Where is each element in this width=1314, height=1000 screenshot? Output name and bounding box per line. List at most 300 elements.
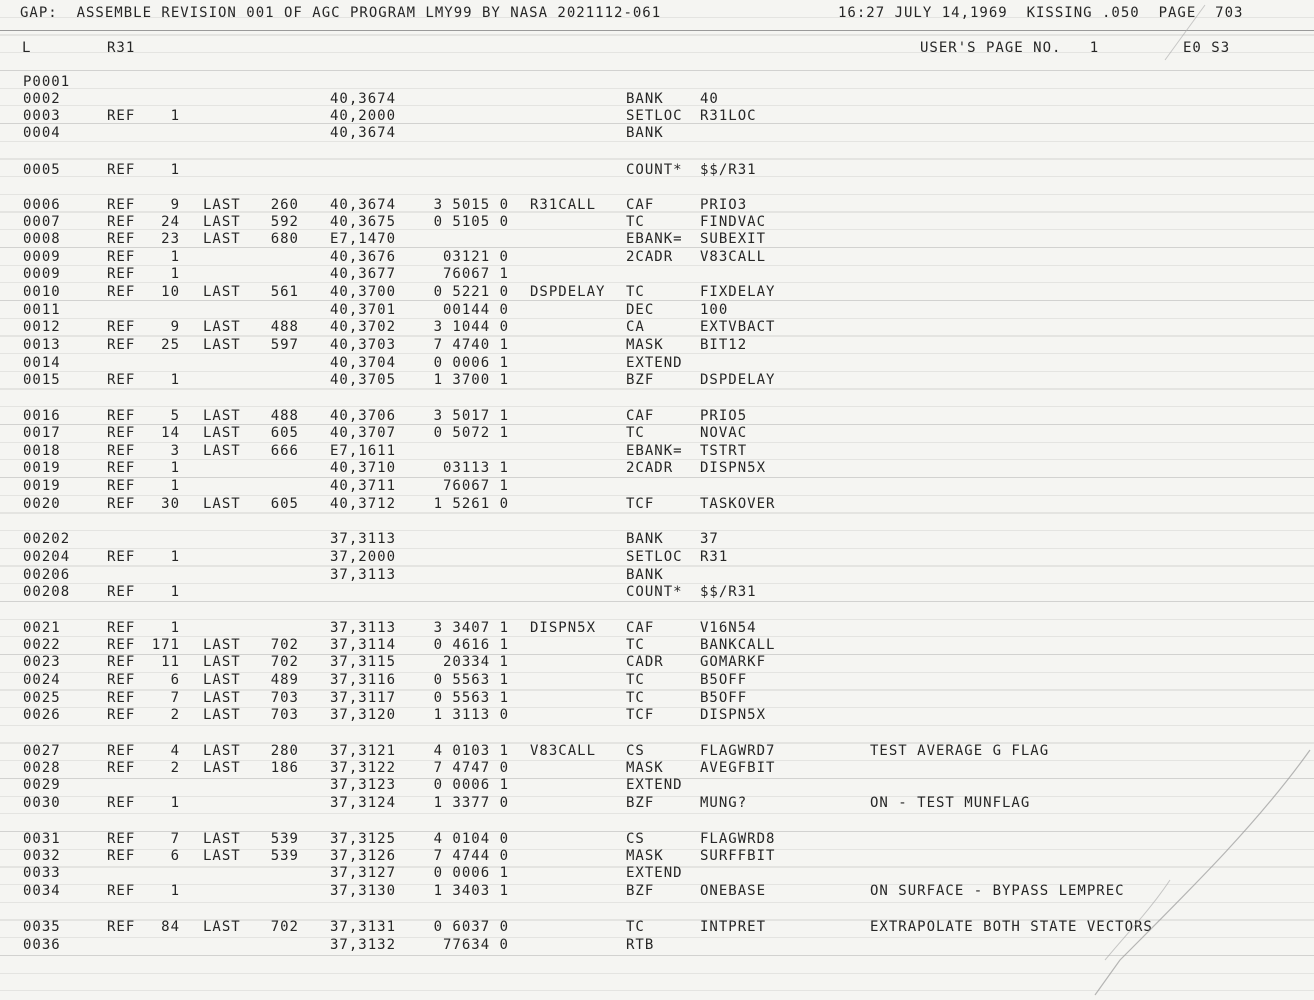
header-rule (0, 30, 1314, 31)
row-refn: 2 (170, 707, 180, 723)
row-ref: REF (107, 496, 136, 512)
row-comment: EXTRAPOLATE BOTH STATE VECTORS (870, 919, 1153, 935)
row-last: LAST (203, 654, 241, 670)
row-line: 0019 (23, 478, 61, 494)
row-line: 00204 (23, 549, 71, 565)
row-line: 00206 (23, 567, 71, 583)
row-operand: FLAGWRD8 (700, 831, 776, 847)
row-op: BANK (626, 91, 664, 107)
row-last: LAST (203, 443, 241, 459)
row-op: MASK (626, 848, 664, 864)
row-line: 0024 (23, 672, 61, 688)
row-addr: 37,3115 (330, 654, 397, 670)
row-refn: 171 (151, 637, 180, 653)
row-line: 0020 (23, 496, 61, 512)
row-addr: 40,3705 (330, 372, 397, 388)
row-last: LAST (203, 690, 241, 706)
row-ref: REF (107, 266, 136, 282)
row-op: EXTEND (626, 355, 683, 371)
row-addr: 40,3704 (330, 355, 397, 371)
row-line: 0027 (23, 743, 61, 759)
row-ref: REF (107, 162, 136, 178)
row-code: 03121 0 (442, 249, 509, 265)
row-last: LAST (203, 496, 241, 512)
row-lastn: 703 (270, 690, 299, 706)
row-op: TC (626, 672, 645, 688)
row-operand: ONEBASE (700, 883, 767, 899)
subheader-l: L (22, 40, 32, 56)
row-operand: R31 (700, 549, 729, 565)
row-line: 0022 (23, 637, 61, 653)
row-line: 0026 (23, 707, 61, 723)
row-ref: REF (107, 372, 136, 388)
subheader-user-page: USER'S PAGE NO. 1 (920, 40, 1100, 56)
row-line: 0025 (23, 690, 61, 706)
row-line: 0029 (23, 777, 61, 793)
row-addr: 37,3113 (330, 567, 397, 583)
row-ref: REF (107, 672, 136, 688)
row-refn: 1 (170, 266, 180, 282)
row-code: 76067 1 (442, 478, 509, 494)
row-code: 0 6037 0 (433, 919, 509, 935)
row-lastn: 702 (270, 919, 299, 935)
row-code: 7 4740 1 (433, 337, 509, 353)
row-addr: 37,3122 (330, 760, 397, 776)
row-comment: ON SURFACE - BYPASS LEMPREC (870, 883, 1125, 899)
row-op: SETLOC (626, 549, 683, 565)
row-refn: 3 (170, 443, 180, 459)
row-op: COUNT* (626, 162, 683, 178)
row-code: 20334 1 (442, 654, 509, 670)
row-code: 00144 0 (442, 302, 509, 318)
row-addr: 40,3676 (330, 249, 397, 265)
row-operand: TSTRT (700, 443, 748, 459)
row-last: LAST (203, 760, 241, 776)
row-op: EBANK= (626, 443, 683, 459)
row-operand: R31LOC (700, 108, 757, 124)
row-lastn: 561 (270, 284, 299, 300)
row-op: DEC (626, 302, 655, 318)
row-refn: 1 (170, 460, 180, 476)
row-code: 77634 0 (442, 937, 509, 953)
row-line: 0009 (23, 249, 61, 265)
row-op: TCF (626, 707, 655, 723)
row-addr: E7,1470 (330, 231, 397, 247)
row-operand: V83CALL (700, 249, 767, 265)
row-code: 76067 1 (442, 266, 509, 282)
row-op: TC (626, 919, 645, 935)
row-line: 0015 (23, 372, 61, 388)
row-addr: 40,3674 (330, 197, 397, 213)
row-operand: BANKCALL (700, 637, 776, 653)
row-ref: REF (107, 214, 136, 230)
row-ref: REF (107, 690, 136, 706)
row-code: 1 3377 0 (433, 795, 509, 811)
row-ref: REF (107, 795, 136, 811)
row-line: 0018 (23, 443, 61, 459)
row-lastn: 280 (270, 743, 299, 759)
row-operand: BIT12 (700, 337, 748, 353)
row-line: 0035 (23, 919, 61, 935)
row-addr: 40,3674 (330, 125, 397, 141)
header-right: 16:27 JULY 14,1969 KISSING .050 PAGE 703 (838, 5, 1244, 21)
row-lastn: 605 (270, 496, 299, 512)
row-operand: FINDVAC (700, 214, 767, 230)
row-code: 03113 1 (442, 460, 509, 476)
row-refn: 11 (161, 654, 180, 670)
row-refn: 5 (170, 408, 180, 424)
row-refn: 6 (170, 848, 180, 864)
row-refn: 7 (170, 831, 180, 847)
row-lastn: 539 (270, 848, 299, 864)
row-ref: REF (107, 584, 136, 600)
row-line: 0011 (23, 302, 61, 318)
row-line: 0013 (23, 337, 61, 353)
row-op: CAF (626, 197, 655, 213)
row-line: 0002 (23, 91, 61, 107)
row-addr: 40,3710 (330, 460, 397, 476)
row-op: RTB (626, 937, 655, 953)
row-op: CAF (626, 408, 655, 424)
row-last: LAST (203, 337, 241, 353)
row-refn: 1 (170, 584, 180, 600)
row-ref: REF (107, 760, 136, 776)
row-last: LAST (203, 637, 241, 653)
row-op: CS (626, 743, 645, 759)
row-op: EXTEND (626, 777, 683, 793)
row-last: LAST (203, 231, 241, 247)
row-addr: E7,1611 (330, 443, 397, 459)
row-op: EBANK= (626, 231, 683, 247)
row-addr: 37,3116 (330, 672, 397, 688)
row-refn: 1 (170, 549, 180, 565)
row-line: 0032 (23, 848, 61, 864)
row-line: 0009 (23, 266, 61, 282)
row-operand: 100 (700, 302, 729, 318)
row-addr: 37,2000 (330, 549, 397, 565)
row-operand: FIXDELAY (700, 284, 776, 300)
row-line: 0031 (23, 831, 61, 847)
row-refn: 4 (170, 743, 180, 759)
row-operand: SURFFBIT (700, 848, 776, 864)
row-operand: B5OFF (700, 690, 748, 706)
row-refn: 9 (170, 197, 180, 213)
row-op: TC (626, 425, 645, 441)
row-line: 0010 (23, 284, 61, 300)
row-addr: 40,3701 (330, 302, 397, 318)
row-lastn: 597 (270, 337, 299, 353)
row-op: CA (626, 319, 645, 335)
row-refn: 2 (170, 760, 180, 776)
row-operand: NOVAC (700, 425, 748, 441)
row-addr: 40,3700 (330, 284, 397, 300)
row-ref: REF (107, 337, 136, 353)
row-op: 2CADR (626, 249, 674, 265)
row-op: TC (626, 284, 645, 300)
row-ref: REF (107, 637, 136, 653)
row-line: 0004 (23, 125, 61, 141)
row-line: 0016 (23, 408, 61, 424)
row-label: DISPN5X (530, 620, 597, 636)
row-lastn: 605 (270, 425, 299, 441)
row-ref: REF (107, 443, 136, 459)
row-line: 0006 (23, 197, 61, 213)
row-line: 0034 (23, 883, 61, 899)
row-code: 0 5221 0 (433, 284, 509, 300)
row-op: BZF (626, 372, 655, 388)
row-lastn: 702 (270, 654, 299, 670)
row-addr: 37,3121 (330, 743, 397, 759)
row-ref: REF (107, 408, 136, 424)
row-operand: $$/R31 (700, 584, 757, 600)
row-addr: 40,3703 (330, 337, 397, 353)
row-op: CADR (626, 654, 664, 670)
row-last: LAST (203, 408, 241, 424)
row-comment: ON - TEST MUNFLAG (870, 795, 1031, 811)
row-operand: $$/R31 (700, 162, 757, 178)
row-code: 1 3113 0 (433, 707, 509, 723)
row-operand: PRIO3 (700, 197, 748, 213)
row-lastn: 489 (270, 672, 299, 688)
row-op: TC (626, 690, 645, 706)
row-addr: 37,3117 (330, 690, 397, 706)
row-refn: 1 (170, 883, 180, 899)
header-left: GAP: ASSEMBLE REVISION 001 OF AGC PROGRAM LMY99 BY NASA 2021112-061 (20, 5, 662, 21)
row-code: 0 0006 1 (433, 355, 509, 371)
row-lastn: 186 (270, 760, 299, 776)
row-line: 0033 (23, 865, 61, 881)
row-operand: INTPRET (700, 919, 767, 935)
row-line: 0036 (23, 937, 61, 953)
row-refn: 1 (170, 620, 180, 636)
row-operand: AVEGFBIT (700, 760, 776, 776)
row-line: 0023 (23, 654, 61, 670)
row-line: 00202 (23, 531, 71, 547)
row-op: CAF (626, 620, 655, 636)
row-refn: 1 (170, 162, 180, 178)
row-code: 3 1044 0 (433, 319, 509, 335)
row-ref: REF (107, 707, 136, 723)
row-op: EXTEND (626, 865, 683, 881)
row-ref: REF (107, 654, 136, 670)
row-last: LAST (203, 831, 241, 847)
row-addr: 37,3124 (330, 795, 397, 811)
row-label: R31CALL (530, 197, 597, 213)
row-addr: 40,3677 (330, 266, 397, 282)
row-addr: 37,3120 (330, 707, 397, 723)
row-line: P0001 (23, 74, 71, 90)
row-operand: V16N54 (700, 620, 757, 636)
row-label: DSPDELAY (530, 284, 606, 300)
row-operand: PRIO5 (700, 408, 748, 424)
row-ref: REF (107, 549, 136, 565)
row-op: TCF (626, 496, 655, 512)
row-lastn: 702 (270, 637, 299, 653)
row-op: COUNT* (626, 584, 683, 600)
row-refn: 24 (161, 214, 180, 230)
row-refn: 30 (161, 496, 180, 512)
subheader-code: E0 S3 (1183, 40, 1231, 56)
row-code: 7 4744 0 (433, 848, 509, 864)
row-operand: GOMARKF (700, 654, 767, 670)
row-op: BZF (626, 795, 655, 811)
row-line: 0003 (23, 108, 61, 124)
row-line: 0005 (23, 162, 61, 178)
row-addr: 40,3712 (330, 496, 397, 512)
row-code: 3 3407 1 (433, 620, 509, 636)
row-lastn: 666 (270, 443, 299, 459)
row-addr: 40,3702 (330, 319, 397, 335)
row-code: 3 5017 1 (433, 408, 509, 424)
row-op: BZF (626, 883, 655, 899)
row-code: 0 0006 1 (433, 777, 509, 793)
row-refn: 23 (161, 231, 180, 247)
row-code: 0 5072 1 (433, 425, 509, 441)
row-addr: 40,3707 (330, 425, 397, 441)
row-code: 1 5261 0 (433, 496, 509, 512)
row-op: BANK (626, 531, 664, 547)
row-refn: 1 (170, 249, 180, 265)
row-ref: REF (107, 460, 136, 476)
row-ref: REF (107, 231, 136, 247)
row-refn: 10 (161, 284, 180, 300)
row-addr: 40,3674 (330, 91, 397, 107)
row-code: 3 5015 0 (433, 197, 509, 213)
row-operand: DISPN5X (700, 460, 767, 476)
row-operand: DSPDELAY (700, 372, 776, 388)
row-addr: 37,3125 (330, 831, 397, 847)
row-addr: 40,2000 (330, 108, 397, 124)
row-op: BANK (626, 567, 664, 583)
row-code: 0 4616 1 (433, 637, 509, 653)
row-last: LAST (203, 707, 241, 723)
row-refn: 1 (170, 795, 180, 811)
row-last: LAST (203, 284, 241, 300)
row-last: LAST (203, 319, 241, 335)
row-addr: 40,3675 (330, 214, 397, 230)
row-code: 0 5105 0 (433, 214, 509, 230)
row-operand: FLAGWRD7 (700, 743, 776, 759)
row-op: MASK (626, 337, 664, 353)
row-line: 0030 (23, 795, 61, 811)
row-ref: REF (107, 478, 136, 494)
row-addr: 37,3132 (330, 937, 397, 953)
row-line: 0008 (23, 231, 61, 247)
row-refn: 1 (170, 372, 180, 388)
row-addr: 37,3123 (330, 777, 397, 793)
row-code: 7 4747 0 (433, 760, 509, 776)
row-addr: 40,3711 (330, 478, 397, 494)
row-ref: REF (107, 620, 136, 636)
row-op: 2CADR (626, 460, 674, 476)
row-code: 0 5563 1 (433, 672, 509, 688)
row-code: 1 3700 1 (433, 372, 509, 388)
row-ref: REF (107, 284, 136, 300)
row-line: 0028 (23, 760, 61, 776)
row-refn: 6 (170, 672, 180, 688)
row-operand: DISPN5X (700, 707, 767, 723)
row-ref: REF (107, 743, 136, 759)
subheader-routine: R31 (107, 40, 136, 56)
row-code: 1 3403 1 (433, 883, 509, 899)
row-last: LAST (203, 919, 241, 935)
row-operand: MUNG? (700, 795, 748, 811)
row-code: 0 5563 1 (433, 690, 509, 706)
row-addr: 37,3131 (330, 919, 397, 935)
row-refn: 9 (170, 319, 180, 335)
row-operand: 40 (700, 91, 719, 107)
row-last: LAST (203, 672, 241, 688)
row-line: 0017 (23, 425, 61, 441)
row-ref: REF (107, 425, 136, 441)
row-op: SETLOC (626, 108, 683, 124)
row-line: 0019 (23, 460, 61, 476)
row-op: TC (626, 637, 645, 653)
row-refn: 14 (161, 425, 180, 441)
row-line: 0012 (23, 319, 61, 335)
row-op: CS (626, 831, 645, 847)
row-last: LAST (203, 197, 241, 213)
row-lastn: 260 (270, 197, 299, 213)
row-refn: 84 (161, 919, 180, 935)
row-operand: 37 (700, 531, 719, 547)
row-addr: 37,3130 (330, 883, 397, 899)
row-line: 00208 (23, 584, 71, 600)
row-lastn: 488 (270, 408, 299, 424)
row-lastn: 703 (270, 707, 299, 723)
row-refn: 25 (161, 337, 180, 353)
row-last: LAST (203, 848, 241, 864)
row-refn: 1 (170, 478, 180, 494)
row-addr: 37,3113 (330, 620, 397, 636)
row-op: MASK (626, 760, 664, 776)
row-ref: REF (107, 249, 136, 265)
row-last: LAST (203, 214, 241, 230)
row-operand: SUBEXIT (700, 231, 767, 247)
row-ref: REF (107, 197, 136, 213)
row-ref: REF (107, 319, 136, 335)
row-ref: REF (107, 883, 136, 899)
row-operand: B5OFF (700, 672, 748, 688)
row-ref: REF (107, 848, 136, 864)
row-label: V83CALL (530, 743, 597, 759)
row-lastn: 592 (270, 214, 299, 230)
row-refn: 1 (170, 108, 180, 124)
row-ref: REF (107, 108, 136, 124)
row-ref: REF (107, 831, 136, 847)
row-lastn: 539 (270, 831, 299, 847)
row-last: LAST (203, 425, 241, 441)
row-addr: 37,3127 (330, 865, 397, 881)
row-addr: 37,3114 (330, 637, 397, 653)
row-code: 4 0104 0 (433, 831, 509, 847)
row-operand: TASKOVER (700, 496, 776, 512)
row-code: 0 0006 1 (433, 865, 509, 881)
row-op: BANK (626, 125, 664, 141)
row-addr: 40,3706 (330, 408, 397, 424)
row-op: TC (626, 214, 645, 230)
row-line: 0014 (23, 355, 61, 371)
row-last: LAST (203, 743, 241, 759)
row-lastn: 488 (270, 319, 299, 335)
row-code: 4 0103 1 (433, 743, 509, 759)
row-line: 0021 (23, 620, 61, 636)
row-refn: 7 (170, 690, 180, 706)
row-line: 0007 (23, 214, 61, 230)
row-addr: 37,3126 (330, 848, 397, 864)
row-addr: 37,3113 (330, 531, 397, 547)
row-comment: TEST AVERAGE G FLAG (870, 743, 1050, 759)
